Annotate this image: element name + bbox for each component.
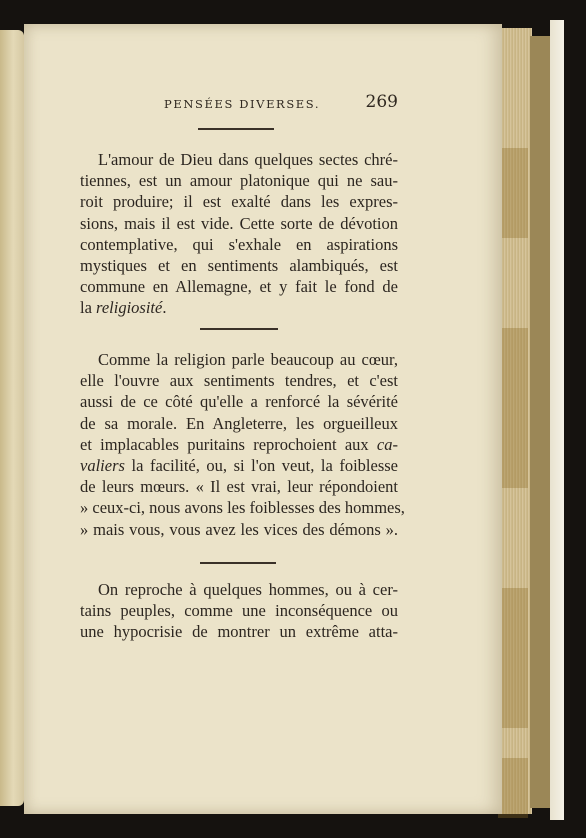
text-line: une hypocrisie de montrer un extrême atta- (80, 622, 398, 642)
header-rule (198, 128, 274, 130)
running-title: PENSÉES DIVERSES. (164, 97, 321, 111)
paragraph-3 (80, 579, 398, 643)
page-number: 269 (365, 92, 398, 112)
text-line: aussi de ce côté qu'elle a renforcé la sévérité (80, 392, 398, 412)
text-line: » mais vous, vous avez les vices des démons ». (80, 519, 398, 539)
emphasis-religiosite: religiosité (96, 298, 163, 318)
paragraph-1 (80, 149, 398, 319)
text-line: roit produire; il est exalté dans les expres- (80, 192, 398, 212)
scan-background-strip (550, 20, 564, 820)
text-line: contemplative, qui s'exhale en aspirations (80, 234, 398, 254)
text-line: mystiques et en sentiments alambiqués, est (80, 256, 398, 276)
text-line: et implacables puritains reprochoient aux ca- (80, 434, 398, 454)
text-line: sions, mais il est vide. Cette sorte de dévotion (80, 213, 398, 233)
page-header (80, 92, 398, 116)
text-line: la religiosité. (80, 298, 167, 318)
text-line: elle l'ouvre aux sentiments tendres, et c'est (80, 371, 398, 391)
text-line: de leurs mœurs. « Il est vrai, leur répondoient (80, 477, 398, 497)
text-line: Comme la religion parle beaucoup au cœur, (98, 350, 398, 369)
emphasis-cavaliers-start: ca- (376, 434, 398, 454)
emphasis-cavaliers-end: valiers (80, 456, 125, 476)
book-cover-board (530, 36, 550, 808)
text-line: tains peuples, comme une inconséquence ou (80, 601, 398, 621)
text-line: de sa morale. En Angleterre, les orgueilleux (80, 413, 398, 433)
text-line: On reproche à quelques hommes, ou à cer- (98, 580, 398, 599)
text-line: » ceux-ci, nous avons les foiblesses des hommes, (80, 498, 405, 518)
text-line: commune en Allemagne, et y fait le fond de (80, 277, 398, 297)
left-page-edge (0, 30, 24, 806)
section-rule (200, 328, 278, 330)
text-line: tiennes, est un amour platonique qui ne sau- (80, 171, 398, 191)
text-line: valiers la facilité, ou, si l'on veut, la foiblesse (80, 456, 398, 476)
section-rule (200, 562, 276, 564)
text-line: L'amour de Dieu dans quelques sectes chré- (98, 150, 398, 169)
paragraph-2 (80, 349, 405, 540)
